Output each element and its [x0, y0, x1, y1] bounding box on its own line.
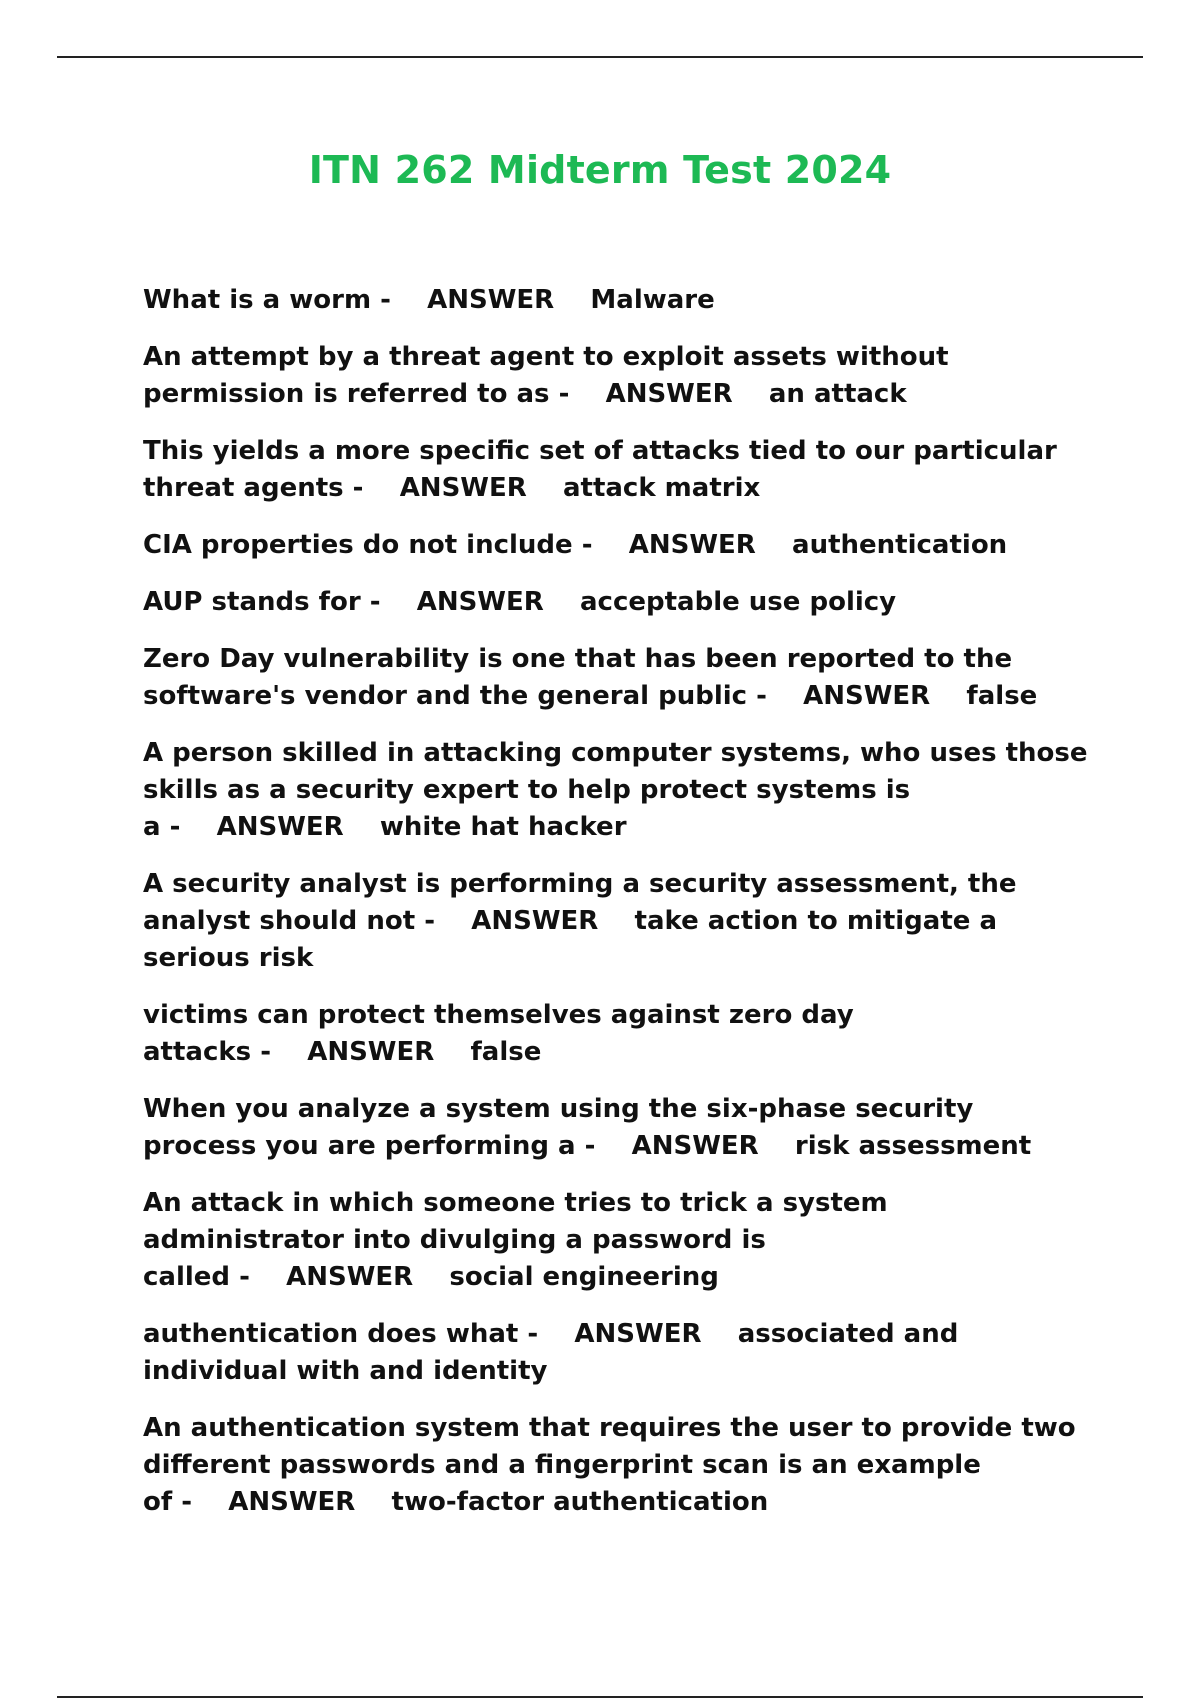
bottom-divider: [57, 1696, 1143, 1698]
question-separator: -: [575, 1131, 632, 1161]
answer-label: ANSWER: [631, 1131, 759, 1161]
question-text: An attempt by a threat agent to exploit assets without permission is referred to as: [143, 342, 958, 409]
question-separator: -: [415, 906, 472, 936]
answer-label: ANSWER: [228, 1487, 356, 1517]
question-answer-list: [143, 282, 1095, 1541]
answer-gap: [756, 530, 792, 560]
answer-text: false: [470, 1037, 542, 1067]
answer-gap: [355, 1487, 391, 1517]
question-text: An authentication system that requires the user to provide two different passwords and a fingerprint scan is an example of: [143, 1413, 1085, 1517]
question-text: Zero Day vulnerability is one that has been reported to the software's vendor and the general public: [143, 644, 1022, 711]
answer-text: attack matrix: [562, 473, 761, 503]
qa-item: [143, 584, 1095, 621]
answer-text: take action to mitigate a serious risk: [143, 906, 1007, 973]
answer-text: associated and individual with and identity: [143, 1319, 968, 1386]
question-separator: -: [549, 379, 606, 409]
answer-gap: [527, 473, 563, 503]
answer-text: white hat hacker: [379, 812, 627, 842]
qa-item: [143, 1316, 1095, 1390]
answer-label: ANSWER: [399, 473, 527, 503]
question-separator: -: [251, 1037, 308, 1067]
qa-item: [143, 997, 1095, 1071]
qa-item: [143, 339, 1095, 413]
answer-label: ANSWER: [416, 587, 544, 617]
answer-label: ANSWER: [307, 1037, 435, 1067]
qa-item: [143, 735, 1095, 846]
answer-gap: [930, 681, 966, 711]
answer-text: two-factor authentication: [391, 1487, 769, 1517]
question-text: authentication does what: [143, 1319, 519, 1349]
question-text: victims can protect themselves against zero day attacks: [143, 1000, 863, 1067]
answer-text: authentication: [792, 530, 1008, 560]
answer-text: Malware: [590, 285, 715, 315]
answer-gap: [413, 1262, 449, 1292]
question-separator: -: [160, 812, 217, 842]
answer-gap: [434, 1037, 470, 1067]
question-text: AUP stands for: [143, 587, 361, 617]
qa-item: [143, 1185, 1095, 1296]
question-separator: -: [343, 473, 400, 503]
qa-item: [143, 527, 1095, 564]
question-separator: -: [518, 1319, 575, 1349]
question-text: What is a worm: [143, 285, 372, 315]
qa-item: [143, 1091, 1095, 1165]
answer-text: false: [966, 681, 1038, 711]
answer-label: ANSWER: [574, 1319, 702, 1349]
answer-label: ANSWER: [628, 530, 756, 560]
question-text: This yields a more specific set of attacks tied to our particular threat agents: [143, 436, 1066, 503]
question-separator: -: [230, 1262, 287, 1292]
answer-text: social engineering: [449, 1262, 719, 1292]
answer-label: ANSWER: [286, 1262, 414, 1292]
question-text: An attack in which someone tries to trick a system administrator into divulging a password is called: [143, 1188, 897, 1292]
answer-label: ANSWER: [803, 681, 931, 711]
answer-label: ANSWER: [471, 906, 599, 936]
question-text: A security analyst is performing a security assessment, the analyst should not: [143, 869, 1026, 936]
answer-text: acceptable use policy: [580, 587, 897, 617]
qa-item: [143, 641, 1095, 715]
qa-item: [143, 282, 1095, 319]
answer-gap: [598, 906, 634, 936]
answer-text: risk assessment: [794, 1131, 1032, 1161]
answer-gap: [544, 587, 580, 617]
answer-gap: [733, 379, 769, 409]
qa-item: [143, 433, 1095, 507]
answer-gap: [701, 1319, 737, 1349]
qa-item: [143, 1410, 1095, 1521]
question-separator: -: [360, 587, 417, 617]
question-text: When you analyze a system using the six-phase security process you are performing a: [143, 1094, 983, 1161]
answer-gap: [759, 1131, 795, 1161]
question-text: CIA properties do not include: [143, 530, 573, 560]
question-separator: -: [572, 530, 629, 560]
question-separator: -: [172, 1487, 229, 1517]
answer-text: an attack: [768, 379, 907, 409]
answer-gap: [344, 812, 380, 842]
answer-label: ANSWER: [216, 812, 344, 842]
answer-label: ANSWER: [605, 379, 733, 409]
question-separator: -: [371, 285, 428, 315]
question-separator: -: [747, 681, 804, 711]
answer-label: ANSWER: [427, 285, 555, 315]
answer-gap: [554, 285, 590, 315]
top-divider: [57, 56, 1143, 58]
qa-item: [143, 866, 1095, 977]
question-text: A person skilled in attacking computer systems, who uses those skills as a security expert to help protect systems is a: [143, 738, 1097, 842]
document-title: ITN 262 Midterm Test 2024: [308, 148, 892, 192]
